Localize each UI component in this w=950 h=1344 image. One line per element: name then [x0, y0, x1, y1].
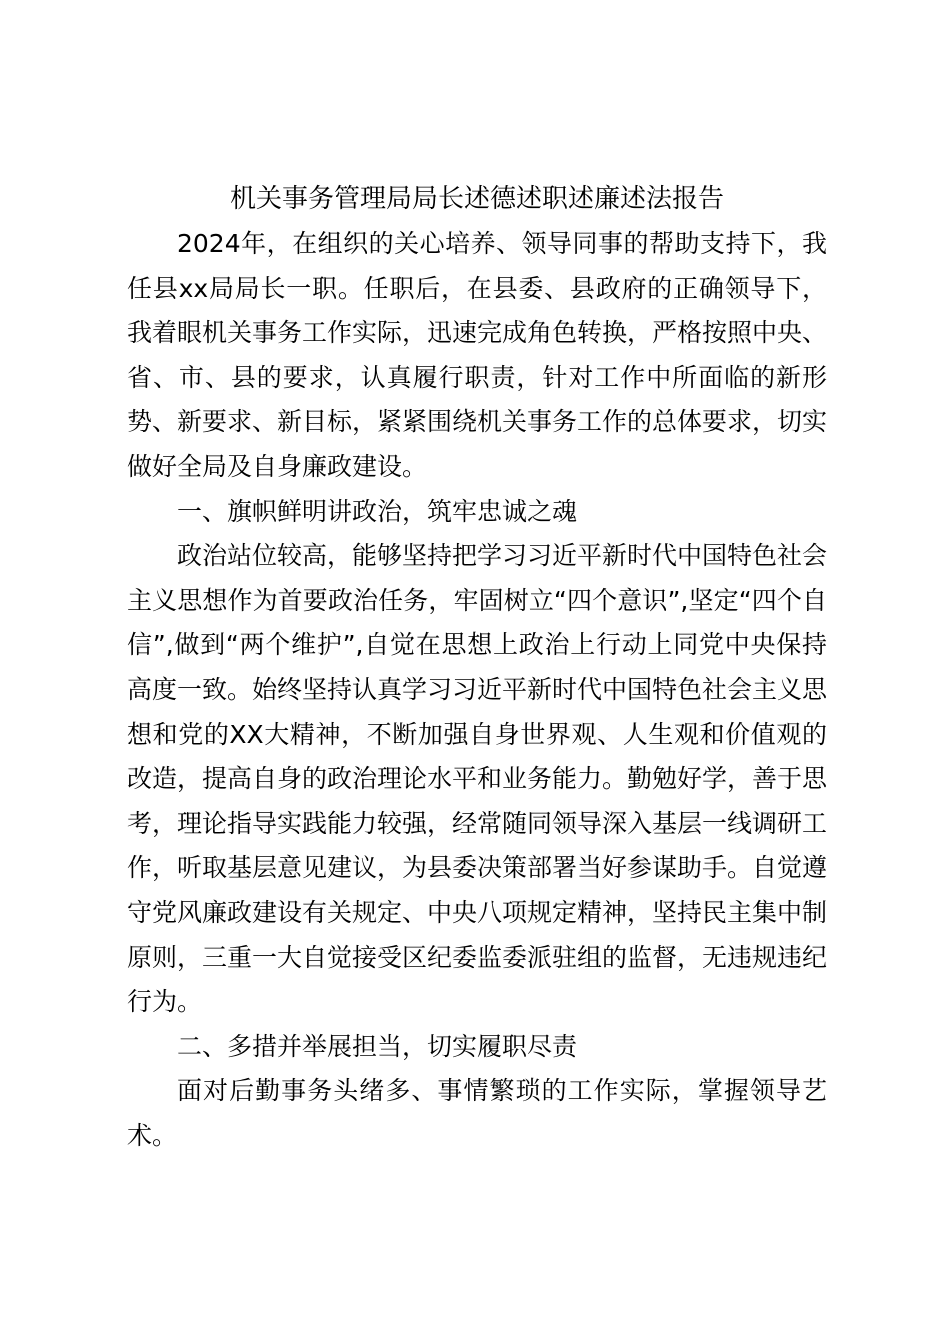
section-heading-2: 二、多措并举展担当，切实履职尽责: [177, 1031, 578, 1061]
paragraph-section-2: 面对后勤事务头绪多、事情繁琐的工作实际，掌握领导艺术。: [127, 1076, 827, 1150]
paragraph-intro: 2024年，在组织的关心培养、领导同事的帮助支持下，我任县xx局局长一职。任职后，在县委、县政府的正确领导下，我着眼机关事务工作实际，迅速完成角色转换，严格按照中央、省、市、县的要求，认真履行职责，针对工作中所面临的新形势、新要求、新目标，紧紧围绕机关事务工作的总体要求，切实做好全局及自身廉政建设。: [127, 229, 828, 481]
section-heading-1: 一、旗帜鲜明讲政治，筑牢忠诚之魂: [177, 496, 578, 526]
document-body: [127, 176, 827, 1158]
document-title: 机关事务管理局局长述德述职述廉述法报告: [229, 184, 724, 214]
paragraph-section-1: 政治站位较高，能够坚持把学习习近平新时代中国特色社会主义思想作为首要政治任务，牢固树立“四个意识”,坚定“四个自信”,做到“两个维护”,自觉在思想上政治上行动上同党中央保持高度一致。始终坚持认真学习习近平新时代中国特色社会主义思想和党的XX大精神，不断加强自身世界观、人生观和价值观的改造，提高自身的政治理论水平和业务能力。勤勉好学，善于思考，理论指导实践能力较强，经常随同领导深入基层一线调研工作，听取基层意见建议，为县委决策部署当好参谋助手。自觉遵守党风廉政建设有关规定、中央八项规定精神，坚持民主集中制原则，三重一大自觉接受区纪委监委派驻组的监督，无违规违纪行为。: [127, 541, 828, 1017]
